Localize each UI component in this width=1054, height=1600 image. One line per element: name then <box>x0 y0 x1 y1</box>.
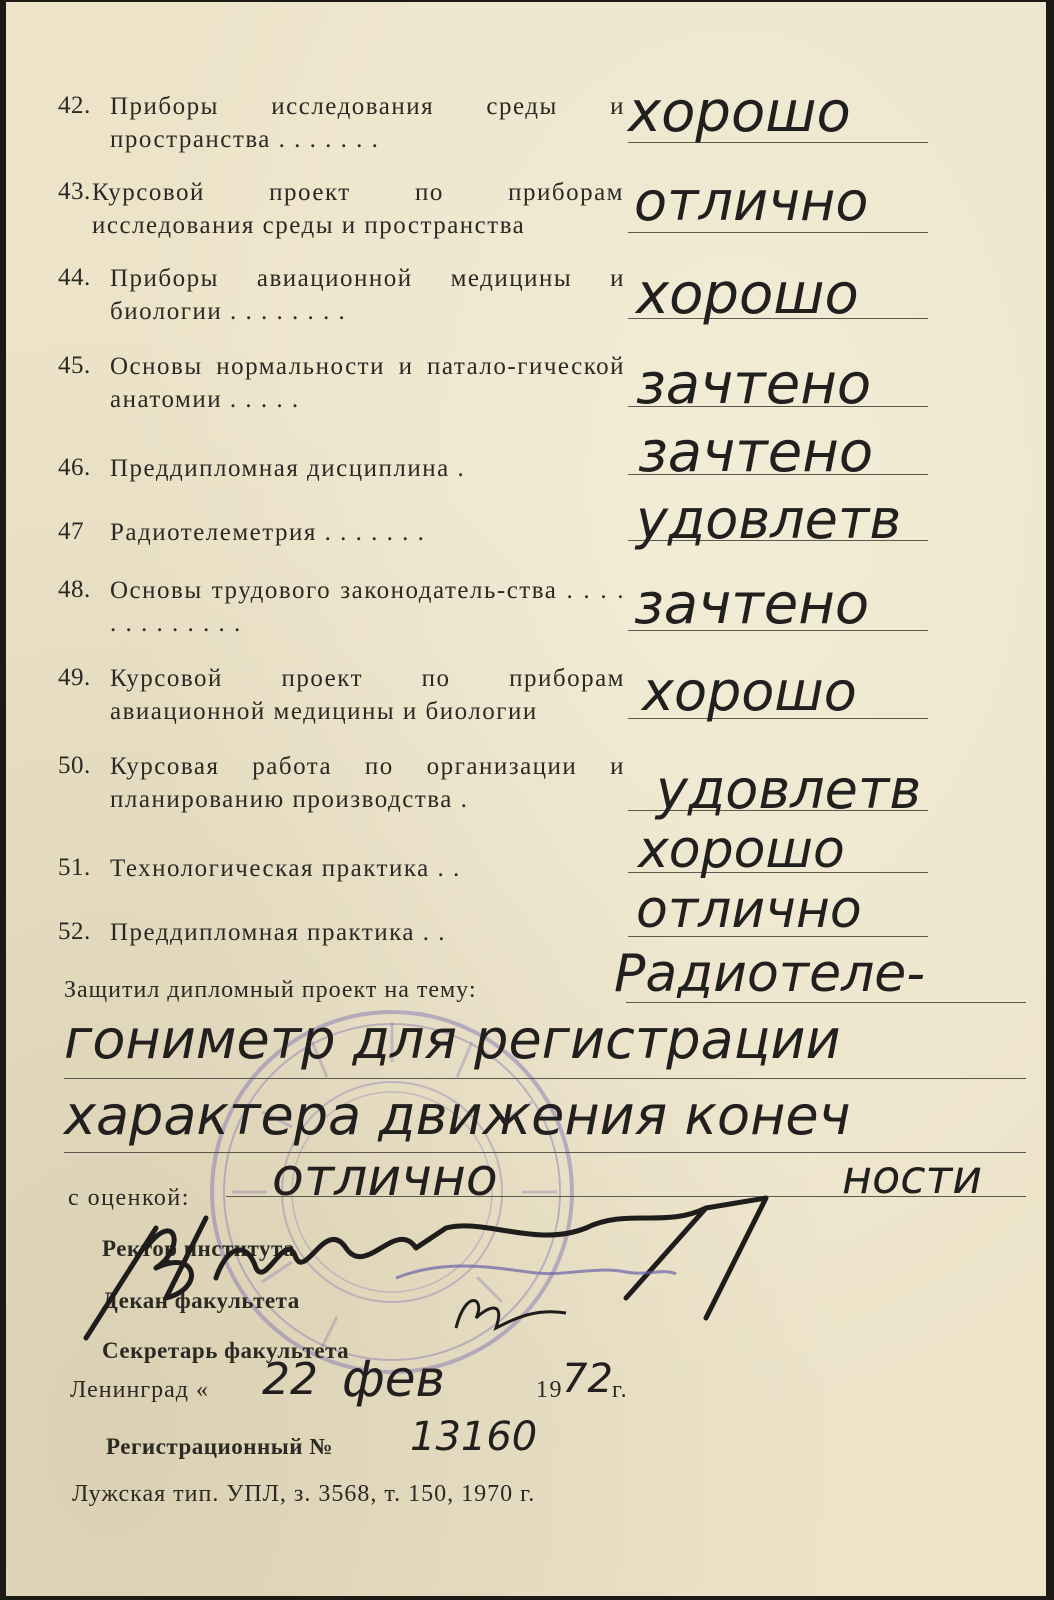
secretary-label: Секретарь факультета <box>102 1338 350 1363</box>
subject-grade: хорошо <box>638 820 845 880</box>
subject-grade: хорошо <box>636 262 859 327</box>
subject-grade: зачтено <box>634 572 870 637</box>
issue-month: фев <box>342 1350 445 1408</box>
subject-number: 46. <box>58 454 91 481</box>
issue-day: 22 <box>262 1354 318 1405</box>
thesis-topic-line1: Радиотеле- <box>614 944 926 1004</box>
subject-label: Радиотелеметрия . . . . . . . <box>110 519 426 546</box>
subject-number: 48. <box>58 576 91 603</box>
subject-grade: зачтено <box>636 352 872 417</box>
subject-label: Приборы авиационной медицины и биологии . . . . . . . . <box>110 265 625 325</box>
subject-number: 52. <box>58 918 91 945</box>
subject-grade: отлично <box>634 170 869 233</box>
thesis-line-1 <box>626 1002 1026 1003</box>
subject-label: Преддипломная практика . . <box>110 919 447 946</box>
subject-label: Преддипломная дисциплина . <box>110 455 466 482</box>
subject-label: Основы нормальности и патало-гической анатомии . . . . . <box>110 353 625 413</box>
subject-number: 50. <box>58 752 91 779</box>
subject-number: 51. <box>58 854 91 881</box>
subject-label: Основы трудового законодатель-ства . . . . . . . . . . . . . <box>110 577 625 637</box>
thesis-topic-line3-tail: ности <box>842 1150 983 1204</box>
issue-year-printed: 19 <box>536 1377 563 1403</box>
subject-grade: хорошо <box>628 80 851 145</box>
subject-number: 45. <box>58 352 91 379</box>
subject-number: 42. <box>58 92 91 119</box>
signatures-graphic <box>66 1188 846 1368</box>
subject-grade: отлично <box>636 880 862 940</box>
registration-number: 13160 <box>410 1414 538 1460</box>
thesis-label: Защитил дипломный проект на тему: <box>64 977 477 1003</box>
thesis-grade-label: с оценкой: <box>68 1185 190 1211</box>
subject-number: 43. <box>58 178 91 205</box>
issue-year-suffix: г. <box>612 1377 629 1403</box>
subject-grade: удовлетв <box>656 758 922 821</box>
issue-city: Ленинград « <box>70 1377 210 1403</box>
dean-label: Декан факультета <box>102 1288 300 1313</box>
subject-label: Приборы исследования среды и пространства . . . . . . . <box>110 93 625 153</box>
registration-label: Регистрационный № <box>106 1434 333 1459</box>
subject-grade: зачтено <box>638 420 874 485</box>
subject-label: Курсовая работа по организации и планированию производства . <box>110 753 625 813</box>
subject-label: Курсовой проект по приборам авиационной медицины и биологии <box>110 665 625 725</box>
subject-grade: хорошо <box>642 660 857 723</box>
subject-label: Курсовой проект по приборам исследования среды и пространства <box>92 179 624 239</box>
subject-number: 44. <box>58 264 91 291</box>
subject-grade: удовлетв <box>636 488 902 551</box>
thesis-grade: отлично <box>272 1148 498 1208</box>
thesis-topic-line2: гониметр для регистрации <box>64 1008 841 1071</box>
issue-year-handwritten: 72 <box>562 1356 613 1402</box>
print-imprint: Лужская тип. УПЛ, з. 3568, т. 150, 1970 г. <box>72 1481 536 1507</box>
thesis-line-2 <box>64 1078 1026 1079</box>
subject-number: 47 <box>58 518 84 545</box>
diploma-supplement-page <box>6 2 1046 1596</box>
subject-number: 49. <box>58 664 91 691</box>
rector-label: Ректор института <box>102 1236 296 1261</box>
thesis-topic-line3: характера движения конеч <box>64 1084 851 1147</box>
subject-label: Технологическая практика . . <box>110 855 461 882</box>
